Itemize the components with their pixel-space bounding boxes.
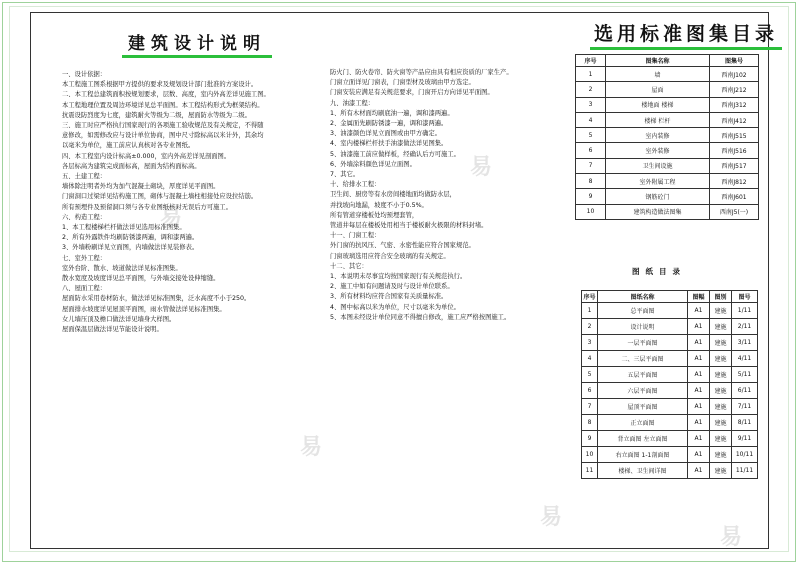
table-cell: 10 (576, 204, 606, 219)
table-cell: 西南J412 (710, 112, 759, 127)
table-row (582, 319, 758, 335)
table-cell: 建施 (710, 367, 732, 383)
table-cell: 6 (576, 143, 606, 158)
table-cell: 卫生间设施 (606, 158, 710, 173)
table-cell: 室外附属工程 (606, 174, 710, 189)
table-cell: 10 (582, 447, 598, 463)
table-cell: 六层平面图 (598, 383, 688, 399)
note-line: 本工程地理位置及周边环境详见总平面图。本工程结构形式为框架结构。 (62, 101, 264, 109)
design-notes-title: 建筑设计说明 (122, 29, 272, 58)
table-cell: 正立面图 (598, 415, 688, 431)
table-cell: 建施 (710, 351, 732, 367)
note-line: 墙体除注明者外均为加气混凝土砌块，厚度详见平面图。 (62, 183, 220, 191)
table-cell: 右立面图 1-1剖面图 (598, 447, 688, 463)
design-notes-column-1 (62, 70, 324, 335)
note-line: 十、给排水工程： (330, 181, 381, 189)
watermark: 易 (470, 155, 493, 180)
table-cell: 建施 (710, 319, 732, 335)
table-row (576, 67, 759, 82)
table-row (582, 415, 758, 431)
table-row (576, 128, 759, 143)
drawing-catalog-title: 图纸目录 (632, 267, 686, 276)
watermark: 易 (300, 435, 323, 460)
table-row (576, 174, 759, 189)
note-line: 1、所有木材面均刷底油一遍，调和漆两遍。 (330, 109, 454, 117)
note-line: 六、构造工程： (62, 213, 107, 221)
design-notes-column-2 (330, 68, 558, 323)
note-line: 4、室内楼梯栏杆扶手油漆做法详见图集。 (330, 140, 448, 148)
table-cell: 3/11 (732, 335, 758, 351)
table-cell: 墙 (606, 67, 710, 82)
note-line: 所有预埋件及预留洞口须与各专业图纸核对无误后方可施工。 (62, 203, 233, 211)
note-line: 屋面保温层做法详见节能设计说明。 (62, 326, 163, 334)
note-line: 门窗洞口过梁详见结构施工图，砌体与混凝土墙柱相接处应设拉结筋。 (62, 193, 258, 201)
table-cell: 1 (576, 67, 606, 82)
table-row (582, 303, 758, 319)
table-cell: 五层平面图 (598, 367, 688, 383)
catalog-table-header (582, 291, 758, 303)
table-cell: 西南J212 (710, 82, 759, 97)
table-cell: 建施 (710, 415, 732, 431)
table-cell: 7 (576, 158, 606, 173)
table-cell: 5 (582, 367, 598, 383)
table-cell: 3 (582, 335, 598, 351)
table-cell: A1 (688, 351, 710, 367)
table-cell: 钢筋砼门 (606, 189, 710, 204)
note-line: 并找坡向地漏，坡度不小于0.5%。 (330, 201, 428, 209)
note-line: 6、外墙涂料颜色详见立面图。 (330, 160, 416, 168)
header-cell: 图号 (732, 291, 758, 303)
table-row (582, 335, 758, 351)
header-cell: 图别 (710, 291, 732, 303)
table-cell: 11/11 (732, 463, 758, 479)
table-cell: 建筑构造做法图集 (606, 204, 710, 219)
table-cell: 总平面图 (598, 303, 688, 319)
table-cell: A1 (688, 447, 710, 463)
note-line: 3、所有材料均应符合国家有关质量标准。 (330, 293, 448, 301)
header-cell: 序号 (576, 55, 606, 67)
table-cell: 3 (576, 97, 606, 112)
table-cell: 楼梯、卫生间详图 (598, 463, 688, 479)
table-row (582, 351, 758, 367)
note-line: 一、设计依据： (62, 71, 107, 78)
table-cell: 5/11 (732, 367, 758, 383)
table-row (576, 143, 759, 158)
note-line: 二、本工程总建筑面积按规划要求，层数、高度，室内外高差详见施工图。 (62, 91, 270, 99)
table-row (582, 463, 758, 479)
note-line: 外门窗的抗风压、气密、水密性能应符合国家规范。 (330, 242, 475, 250)
table-row (582, 447, 758, 463)
table-cell: 西南J517 (710, 158, 759, 173)
header-cell: 图纸名称 (598, 291, 688, 303)
note-line: 2、施工中如有问题请及时与设计单位联系。 (330, 283, 454, 291)
table-cell: 楼梯 栏杆 (606, 112, 710, 127)
note-line: 屋面排水坡度详见屋顶平面图，雨水管做法详见标准图集。 (62, 305, 226, 313)
note-line: 四、本工程室内设计标高±0.000，室内外高差详见剖面图。 (62, 152, 231, 160)
note-line: 门窗玻璃选用应符合安全玻璃的有关规定。 (330, 252, 450, 260)
note-line: 九、油漆工程： (330, 99, 375, 107)
table-cell: 室内装修 (606, 128, 710, 143)
table-row (576, 82, 759, 97)
table-row (582, 399, 758, 415)
table-cell: 二、三层平面图 (598, 351, 688, 367)
table-cell: 2/11 (732, 319, 758, 335)
table-cell: 7/11 (732, 399, 758, 415)
table-cell: 9/11 (732, 431, 758, 447)
note-line: 五、土建工程： (62, 173, 107, 181)
note-line: 卫生间、厨房等有水房间楼地面均做防水层， (330, 191, 456, 199)
note-line: 屋面防水采用卷材防水，做法详见标准图集，泛水高度不小于250。 (62, 295, 251, 303)
table-cell: 西南J516 (710, 143, 759, 158)
table-cell: 建施 (710, 463, 732, 479)
note-line: 4、图中标高以米为单位，尺寸以毫米为单位。 (330, 303, 460, 311)
note-line: 7、其它。 (330, 171, 360, 179)
table-row (576, 97, 759, 112)
note-line: 抗震设防烈度为七度，建筑耐火等级为二级，屋面防水等级为二级。 (62, 111, 251, 119)
note-line: 本工程施工图系根据甲方提供的要求及规划设计部门批准的方案设计。 (62, 81, 258, 89)
table-cell: 屋面 (606, 82, 710, 97)
table-row (582, 367, 758, 383)
table-cell: 西南J102 (710, 67, 759, 82)
table-cell: 建施 (710, 383, 732, 399)
note-line: 十二、其它： (330, 262, 368, 270)
drawing-catalog-table (581, 290, 758, 479)
table-row (576, 112, 759, 127)
table-row (576, 189, 759, 204)
table-cell: 一层平面图 (598, 335, 688, 351)
table-cell: 6/11 (732, 383, 758, 399)
table-row (576, 204, 759, 219)
note-line: 意修改，如需修改应与设计单位协商，图中尺寸除标高以米计外，其余均 (62, 132, 264, 140)
table-row (582, 431, 758, 447)
table-cell: A1 (688, 463, 710, 479)
table-cell: 建施 (710, 447, 732, 463)
note-line: 门窗立面详见门窗表，门窗型材及玻璃由甲方选定。 (330, 79, 475, 87)
note-line: 以毫米为单位，施工前应认真核对各专业图纸。 (62, 142, 195, 150)
note-line: 所有管道穿楼板处均预埋套管， (330, 211, 419, 219)
table-cell: 西南J812 (710, 174, 759, 189)
table-cell: 楼地面 楼梯 (606, 97, 710, 112)
table-cell: 建施 (710, 335, 732, 351)
note-line: 七、室外工程： (62, 254, 107, 262)
table-cell: 8/11 (732, 415, 758, 431)
table-cell: 西南J312 (710, 97, 759, 112)
header-cell: 图幅 (688, 291, 710, 303)
table-cell: 西南J5(一) (710, 204, 759, 219)
watermark: 易 (540, 505, 563, 530)
note-line: 室外台阶、散水、坡道做法详见标准图集。 (62, 264, 182, 272)
table-cell: 4/11 (732, 351, 758, 367)
note-line: 门窗安装应满足有关规范要求，门窗开启方向详见平面图。 (330, 89, 494, 97)
table-cell: 9 (576, 189, 606, 204)
header-cell: 序号 (582, 291, 598, 303)
table-cell: 西南J515 (710, 128, 759, 143)
table-cell: 1/11 (732, 303, 758, 319)
note-line: 十一、门窗工程： (330, 232, 381, 240)
table-cell: 建施 (710, 431, 732, 447)
note-line: 1、本工程楼梯栏杆做法详见选用标准图集。 (62, 224, 186, 232)
watermark: 易 (720, 525, 743, 550)
table-cell: 建施 (710, 399, 732, 415)
table-cell: 5 (576, 128, 606, 143)
note-line: 管道井每层在楼板处用相当于楼板耐火极限的材料封堵。 (330, 222, 488, 230)
note-line: 各层标高为建筑完成面标高，屋面为结构面标高。 (62, 162, 201, 170)
note-line: 女儿墙压顶及檐口做法详见墙身大样图。 (62, 315, 176, 323)
table-row (576, 158, 759, 173)
atlas-table-header (576, 55, 759, 67)
header-cell: 图集名称 (606, 55, 710, 67)
note-line: 2、金属面先刷防锈漆一遍，调和漆两遍。 (330, 120, 448, 128)
table-cell: 11 (582, 463, 598, 479)
table-cell: 9 (582, 431, 598, 447)
header-cell: 图集号 (710, 55, 759, 67)
table-cell: A1 (688, 367, 710, 383)
note-line: 2、所有外露铁件均刷防锈漆两遍，调和漆两遍。 (62, 234, 199, 242)
table-cell: 2 (576, 82, 606, 97)
table-cell: A1 (688, 383, 710, 399)
table-cell: A1 (688, 319, 710, 335)
atlas-table (575, 54, 759, 220)
note-line: 散水宽度及坡度详见总平面图，与外墙交接处设伸缩缝。 (62, 275, 220, 283)
watermark: 易 (160, 205, 183, 230)
note-line: 八、屋面工程： (62, 285, 107, 293)
table-cell: 室外装修 (606, 143, 710, 158)
note-line: 5、油漆施工前应做样板，经确认后方可施工。 (330, 150, 460, 158)
table-cell: 10/11 (732, 447, 758, 463)
note-line: 3、外墙粉刷详见立面图，内墙做法详见装修表。 (62, 244, 199, 252)
table-cell: 2 (582, 319, 598, 335)
note-line: 1、本说明未尽事宜均按国家现行有关规范执行。 (330, 273, 467, 281)
table-row (582, 383, 758, 399)
note-line: 防火门、防火卷帘、防火窗等产品应由具有相应资质的厂家生产。 (330, 69, 513, 76)
table-cell: 4 (582, 351, 598, 367)
note-line: 5、本图未经设计单位同意不得擅自修改，施工应严格按图施工。 (330, 313, 511, 321)
table-cell: 8 (582, 415, 598, 431)
note-line: 3、油漆颜色详见立面图或由甲方确定。 (330, 130, 442, 138)
table-cell: 建施 (710, 303, 732, 319)
table-cell: 8 (576, 174, 606, 189)
table-cell: 1 (582, 303, 598, 319)
table-cell: A1 (688, 335, 710, 351)
table-cell: 7 (582, 399, 598, 415)
table-cell: 背立面图 左立面图 (598, 431, 688, 447)
atlas-catalog-title: 选用标准图集目录 (590, 19, 782, 50)
table-cell: 4 (576, 112, 606, 127)
note-line: 三、施工时应严格执行国家现行的各项施工验收规范及有关规定，不得随 (62, 122, 264, 130)
table-cell: 6 (582, 383, 598, 399)
table-cell: A1 (688, 303, 710, 319)
table-cell: A1 (688, 415, 710, 431)
table-cell: 设计说明 (598, 319, 688, 335)
table-cell: A1 (688, 431, 710, 447)
table-cell: 屋顶平面图 (598, 399, 688, 415)
table-cell: 西南J601 (710, 189, 759, 204)
table-cell: A1 (688, 399, 710, 415)
